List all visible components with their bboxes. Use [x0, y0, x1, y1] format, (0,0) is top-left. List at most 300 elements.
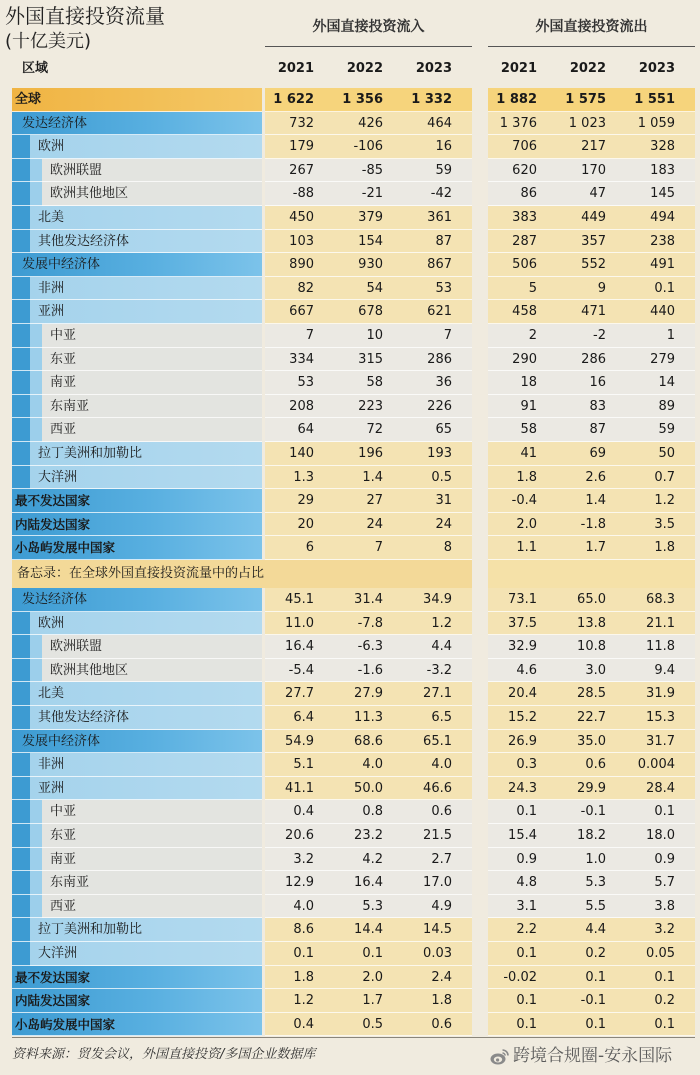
outflow-value: 0.1 — [626, 800, 695, 824]
block-gap — [472, 442, 488, 466]
inflow-value: 1 332 — [403, 88, 472, 112]
outflow-value: 29.9 — [557, 777, 626, 801]
outflow-value: 0.6 — [557, 753, 626, 777]
inflow-value: 334 — [265, 348, 334, 372]
outflow-value: 471 — [557, 300, 626, 324]
inflow-value: 50.0 — [334, 777, 403, 801]
outflow-value: 87 — [557, 418, 626, 442]
inflow-value: 140 — [265, 442, 334, 466]
inflow-value: 1.8 — [265, 966, 334, 990]
inflow-value: 31 — [403, 489, 472, 513]
inflow-value: 930 — [334, 253, 403, 277]
inflow-value: -106 — [334, 135, 403, 159]
outflow-value: -2 — [557, 324, 626, 348]
inflow-year-header: 2023 — [415, 61, 452, 76]
outflow-value: 170 — [557, 159, 626, 183]
inflow-value: 11.0 — [265, 612, 334, 636]
outflow-value: 279 — [626, 348, 695, 372]
outflow-value: 5.3 — [557, 871, 626, 895]
inflow-value: 7 — [265, 324, 334, 348]
outflow-value: 14 — [626, 371, 695, 395]
inflow-value: 1 356 — [334, 88, 403, 112]
region-label: 欧洲 — [12, 612, 262, 636]
table-row — [12, 706, 695, 730]
inflow-value: 4.0 — [265, 895, 334, 919]
inflow-value: -1.6 — [334, 659, 403, 683]
outflow-value: 620 — [488, 159, 557, 183]
table-row — [12, 230, 695, 254]
table-row — [12, 895, 695, 919]
outflow-value: 1.4 — [557, 489, 626, 513]
table-row — [12, 395, 695, 419]
block-gap — [472, 1013, 488, 1037]
table-row — [12, 513, 695, 537]
inflow-value: 0.4 — [265, 1013, 334, 1037]
outflow-value: 290 — [488, 348, 557, 372]
inflow-value: 53 — [403, 277, 472, 301]
inflow-value: 5.1 — [265, 753, 334, 777]
outflow-value: 0.1 — [557, 966, 626, 990]
memo-row — [12, 560, 695, 588]
block-gap — [472, 730, 488, 754]
inflow-value: 7 — [334, 536, 403, 560]
inflow-value: 2.0 — [334, 966, 403, 990]
unit-label: (十亿美元) — [5, 31, 92, 52]
table-row — [12, 989, 695, 1013]
inflow-value: 0.6 — [403, 800, 472, 824]
fdi-flow-table — [0, 88, 700, 560]
outflow-value: -0.1 — [557, 989, 626, 1013]
block-gap — [472, 88, 488, 112]
outflow-value: 0.7 — [626, 466, 695, 490]
inflow-value: 8 — [403, 536, 472, 560]
block-gap — [472, 560, 488, 588]
table-row — [12, 88, 695, 112]
inflow-value: 8.6 — [265, 918, 334, 942]
outflow-value: 83 — [557, 395, 626, 419]
memo-outflow-band — [488, 560, 695, 588]
table-row — [12, 489, 695, 513]
outflow-value: 1.2 — [626, 489, 695, 513]
block-gap — [472, 588, 488, 612]
block-gap — [472, 871, 488, 895]
table-row — [12, 1013, 695, 1037]
block-gap — [472, 682, 488, 706]
outflow-value: 1 575 — [557, 88, 626, 112]
inflow-value: 0.8 — [334, 800, 403, 824]
table-row — [12, 324, 695, 348]
outflow-value: 1 376 — [488, 112, 557, 136]
region-label: 全球 — [12, 88, 262, 112]
region-label: 发达经济体 — [12, 112, 262, 136]
outflow-year-header: 2022 — [569, 61, 606, 76]
inflow-value: 27.9 — [334, 682, 403, 706]
outflow-value: 506 — [488, 253, 557, 277]
outflow-value: 18 — [488, 371, 557, 395]
outflow-value: 91 — [488, 395, 557, 419]
block-gap — [472, 348, 488, 372]
outflow-value: 0.004 — [626, 753, 695, 777]
block-gap — [472, 159, 488, 183]
inflow-value: 12.9 — [265, 871, 334, 895]
inflow-value: 4.9 — [403, 895, 472, 919]
outflow-value: 1.8 — [626, 536, 695, 560]
outflow-value: 5.5 — [557, 895, 626, 919]
block-gap — [472, 466, 488, 490]
outflow-value: 1.1 — [488, 536, 557, 560]
inflow-value: 36 — [403, 371, 472, 395]
inflow-value: 21.5 — [403, 824, 472, 848]
inflow-value: 45.1 — [265, 588, 334, 612]
outflow-value: 31.9 — [626, 682, 695, 706]
block-gap — [472, 135, 488, 159]
inflow-value: 1.4 — [334, 466, 403, 490]
inflow-value: 20.6 — [265, 824, 334, 848]
inflow-value: 58 — [334, 371, 403, 395]
table-row — [12, 753, 695, 777]
block-gap — [472, 753, 488, 777]
block-gap — [472, 989, 488, 1013]
outflow-value: 15.3 — [626, 706, 695, 730]
inflow-value: 0.03 — [403, 942, 472, 966]
block-gap — [472, 706, 488, 730]
inflow-value: 267 — [265, 159, 334, 183]
inflow-value: 14.4 — [334, 918, 403, 942]
inflow-value: 27.1 — [403, 682, 472, 706]
outflow-value: 5 — [488, 277, 557, 301]
outflow-value: 32.9 — [488, 635, 557, 659]
inflow-value: 24 — [403, 513, 472, 537]
inflow-value: 678 — [334, 300, 403, 324]
outflow-value: 69 — [557, 442, 626, 466]
block-gap — [472, 635, 488, 659]
block-gap — [472, 418, 488, 442]
block-gap — [472, 536, 488, 560]
outflow-value: 50 — [626, 442, 695, 466]
inflow-value: 7 — [403, 324, 472, 348]
outflow-value: 28.5 — [557, 682, 626, 706]
outflow-value: 0.2 — [626, 989, 695, 1013]
block-gap — [472, 277, 488, 301]
table-row — [12, 918, 695, 942]
block-gap — [472, 182, 488, 206]
region-column-header: 区域 — [22, 61, 49, 76]
inflow-value: -85 — [334, 159, 403, 183]
inflow-value: 68.6 — [334, 730, 403, 754]
table-row — [12, 418, 695, 442]
region-label: 中亚 — [12, 800, 262, 824]
inflow-value: -21 — [334, 182, 403, 206]
inflow-value: 361 — [403, 206, 472, 230]
inflow-value: 17.0 — [403, 871, 472, 895]
inflow-value: 6.5 — [403, 706, 472, 730]
region-label: 拉丁美洲和加勒比 — [12, 918, 262, 942]
region-label: 非洲 — [12, 277, 262, 301]
outflow-value: 86 — [488, 182, 557, 206]
region-label: 大洋洲 — [12, 466, 262, 490]
block-gap — [472, 300, 488, 324]
inflow-value: 315 — [334, 348, 403, 372]
inflow-value: -88 — [265, 182, 334, 206]
block-gap — [472, 848, 488, 872]
inflow-value: 426 — [334, 112, 403, 136]
region-label: 大洋洲 — [12, 942, 262, 966]
outflow-value: 10.8 — [557, 635, 626, 659]
block-gap — [472, 253, 488, 277]
region-label: 发展中经济体 — [12, 253, 262, 277]
inflow-value: 64 — [265, 418, 334, 442]
inflow-value: 2.7 — [403, 848, 472, 872]
inflow-value: 154 — [334, 230, 403, 254]
inflow-value: 450 — [265, 206, 334, 230]
region-label: 欧洲联盟 — [12, 159, 262, 183]
table-row — [12, 730, 695, 754]
block-gap — [472, 659, 488, 683]
table-row — [12, 848, 695, 872]
outflow-value: 22.7 — [557, 706, 626, 730]
outflow-value: 16 — [557, 371, 626, 395]
outflow-value: 1.0 — [557, 848, 626, 872]
outflow-value: 4.4 — [557, 918, 626, 942]
column-header-row — [12, 58, 695, 80]
inflow-value: 1 622 — [265, 88, 334, 112]
inflow-value: 54.9 — [265, 730, 334, 754]
region-label: 欧洲联盟 — [12, 635, 262, 659]
outflow-value: 552 — [557, 253, 626, 277]
inflow-value: 621 — [403, 300, 472, 324]
weibo-icon — [490, 1048, 510, 1066]
outflow-value: 458 — [488, 300, 557, 324]
region-label: 其他发达经济体 — [12, 706, 262, 730]
outflow-value: -0.4 — [488, 489, 557, 513]
block-gap — [472, 371, 488, 395]
block-gap — [472, 966, 488, 990]
memo-label: 备忘录：在全球外国直接投资流量中的占比 — [12, 560, 472, 588]
table-row — [12, 536, 695, 560]
inflow-value: 4.0 — [403, 753, 472, 777]
inflow-value: 53 — [265, 371, 334, 395]
outflow-value: 28.4 — [626, 777, 695, 801]
inflow-value: 4.4 — [403, 635, 472, 659]
block-gap — [472, 395, 488, 419]
region-label: 东南亚 — [12, 395, 262, 419]
inflow-value: 6 — [265, 536, 334, 560]
outflow-value: 13.8 — [557, 612, 626, 636]
outflow-value: 0.1 — [488, 942, 557, 966]
inflow-value: 379 — [334, 206, 403, 230]
outflow-year-header: 2021 — [500, 61, 537, 76]
inflow-value: 0.1 — [265, 942, 334, 966]
inflow-value: 4.0 — [334, 753, 403, 777]
table-row — [12, 277, 695, 301]
region-label: 小岛屿发展中国家 — [12, 536, 262, 560]
region-label: 南亚 — [12, 848, 262, 872]
inflow-value: 286 — [403, 348, 472, 372]
outflow-value: 491 — [626, 253, 695, 277]
region-label: 北美 — [12, 206, 262, 230]
inflow-value: -5.4 — [265, 659, 334, 683]
outflow-value: 15.2 — [488, 706, 557, 730]
inflow-value: 0.6 — [403, 1013, 472, 1037]
outflow-value: 4.6 — [488, 659, 557, 683]
table-row — [12, 300, 695, 324]
inflow-value: 29 — [265, 489, 334, 513]
table-row — [12, 942, 695, 966]
block-gap — [472, 112, 488, 136]
block-gap — [472, 918, 488, 942]
outflow-value: 9 — [557, 277, 626, 301]
outflow-value: 15.4 — [488, 824, 557, 848]
outflow-value: 0.1 — [488, 800, 557, 824]
outflow-value: 0.05 — [626, 942, 695, 966]
inflow-value: 208 — [265, 395, 334, 419]
inflow-value: 4.2 — [334, 848, 403, 872]
inflow-value: 72 — [334, 418, 403, 442]
table-row — [12, 159, 695, 183]
inflow-header-rule — [265, 46, 472, 47]
inflow-value: 31.4 — [334, 588, 403, 612]
table-row — [12, 206, 695, 230]
table-row — [12, 371, 695, 395]
outflow-value: 41 — [488, 442, 557, 466]
inflow-value: 27.7 — [265, 682, 334, 706]
inflow-value: 0.5 — [334, 1013, 403, 1037]
outflow-value: 47 — [557, 182, 626, 206]
inflow-value: 16.4 — [334, 871, 403, 895]
inflow-year-header: 2022 — [346, 61, 383, 76]
inflow-value: 65 — [403, 418, 472, 442]
outflow-value: 3.5 — [626, 513, 695, 537]
region-label: 小岛屿发展中国家 — [12, 1013, 262, 1037]
inflow-value: 193 — [403, 442, 472, 466]
table-row — [12, 348, 695, 372]
outflow-value: 0.2 — [557, 942, 626, 966]
outflow-value: 357 — [557, 230, 626, 254]
region-label: 发展中经济体 — [12, 730, 262, 754]
outflow-value: 26.9 — [488, 730, 557, 754]
inflow-value: 65.1 — [403, 730, 472, 754]
outflow-value: 0.1 — [488, 989, 557, 1013]
outflow-value: 31.7 — [626, 730, 695, 754]
outflow-value: 1.7 — [557, 536, 626, 560]
inflow-value: 11.3 — [334, 706, 403, 730]
outflow-value: 328 — [626, 135, 695, 159]
region-label: 最不发达国家 — [12, 489, 262, 513]
region-label: 西亚 — [12, 895, 262, 919]
source-note: 资料来源：贸发会议，外国直接投资/多国企业数据库 — [12, 1047, 316, 1062]
table-row — [12, 466, 695, 490]
inflow-value: 41.1 — [265, 777, 334, 801]
inflow-value: 890 — [265, 253, 334, 277]
inflow-value: 54 — [334, 277, 403, 301]
region-label: 亚洲 — [12, 777, 262, 801]
block-gap — [472, 489, 488, 513]
table-row — [12, 682, 695, 706]
block-gap — [472, 800, 488, 824]
region-label: 东亚 — [12, 348, 262, 372]
block-gap — [472, 942, 488, 966]
outflow-value: 1 551 — [626, 88, 695, 112]
outflow-value: 706 — [488, 135, 557, 159]
outflow-value: 37.5 — [488, 612, 557, 636]
region-label: 内陆发达国家 — [12, 513, 262, 537]
region-label: 南亚 — [12, 371, 262, 395]
inflow-value: 34.9 — [403, 588, 472, 612]
region-label: 亚洲 — [12, 300, 262, 324]
table-row — [12, 800, 695, 824]
outflow-value: 286 — [557, 348, 626, 372]
outflow-value: 2 — [488, 324, 557, 348]
outflow-value: 0.1 — [488, 1013, 557, 1037]
inflow-value: 196 — [334, 442, 403, 466]
inflow-value: -3.2 — [403, 659, 472, 683]
outflow-value: 449 — [557, 206, 626, 230]
block-gap — [472, 777, 488, 801]
outflow-value: 1 882 — [488, 88, 557, 112]
table-row — [12, 659, 695, 683]
outflow-value: 0.3 — [488, 753, 557, 777]
outflow-value: 494 — [626, 206, 695, 230]
outflow-value: 21.1 — [626, 612, 695, 636]
inflow-value: 6.4 — [265, 706, 334, 730]
inflow-value: -42 — [403, 182, 472, 206]
outflow-header-rule — [488, 46, 695, 47]
inflow-value: 0.1 — [334, 942, 403, 966]
block-gap — [472, 324, 488, 348]
inflow-value: 226 — [403, 395, 472, 419]
inflow-value: 5.3 — [334, 895, 403, 919]
outflow-value: 0.1 — [626, 277, 695, 301]
table-row — [12, 182, 695, 206]
table-row — [12, 966, 695, 990]
outflow-value: 145 — [626, 182, 695, 206]
table-row — [12, 777, 695, 801]
inflow-value: 464 — [403, 112, 472, 136]
outflow-value: 58 — [488, 418, 557, 442]
outflow-value: 59 — [626, 418, 695, 442]
outflow-value: 5.7 — [626, 871, 695, 895]
block-gap — [472, 824, 488, 848]
block-gap — [472, 612, 488, 636]
block-gap — [472, 58, 488, 80]
outflow-value: 238 — [626, 230, 695, 254]
inflow-value: 46.6 — [403, 777, 472, 801]
outflow-value: 68.3 — [626, 588, 695, 612]
outflow-value: 0.1 — [557, 1013, 626, 1037]
outflow-value: 18.2 — [557, 824, 626, 848]
inflow-value: 20 — [265, 513, 334, 537]
table-row — [12, 824, 695, 848]
inflow-value: 223 — [334, 395, 403, 419]
outflow-value: 24.3 — [488, 777, 557, 801]
inflow-value: 867 — [403, 253, 472, 277]
outflow-value: 20.4 — [488, 682, 557, 706]
inflow-value: 0.4 — [265, 800, 334, 824]
inflow-value: 16.4 — [265, 635, 334, 659]
region-label: 最不发达国家 — [12, 966, 262, 990]
outflow-value: 1 059 — [626, 112, 695, 136]
region-label: 东南亚 — [12, 871, 262, 895]
inflow-value: 14.5 — [403, 918, 472, 942]
inflow-value: -6.3 — [334, 635, 403, 659]
outflow-value: 287 — [488, 230, 557, 254]
outflow-group-header: 外国直接投资流出 — [535, 19, 648, 35]
region-label: 北美 — [12, 682, 262, 706]
outflow-value: 1 023 — [557, 112, 626, 136]
outflow-value: 18.0 — [626, 824, 695, 848]
region-label: 拉丁美洲和加勒比 — [12, 442, 262, 466]
region-label: 欧洲其他地区 — [12, 659, 262, 683]
